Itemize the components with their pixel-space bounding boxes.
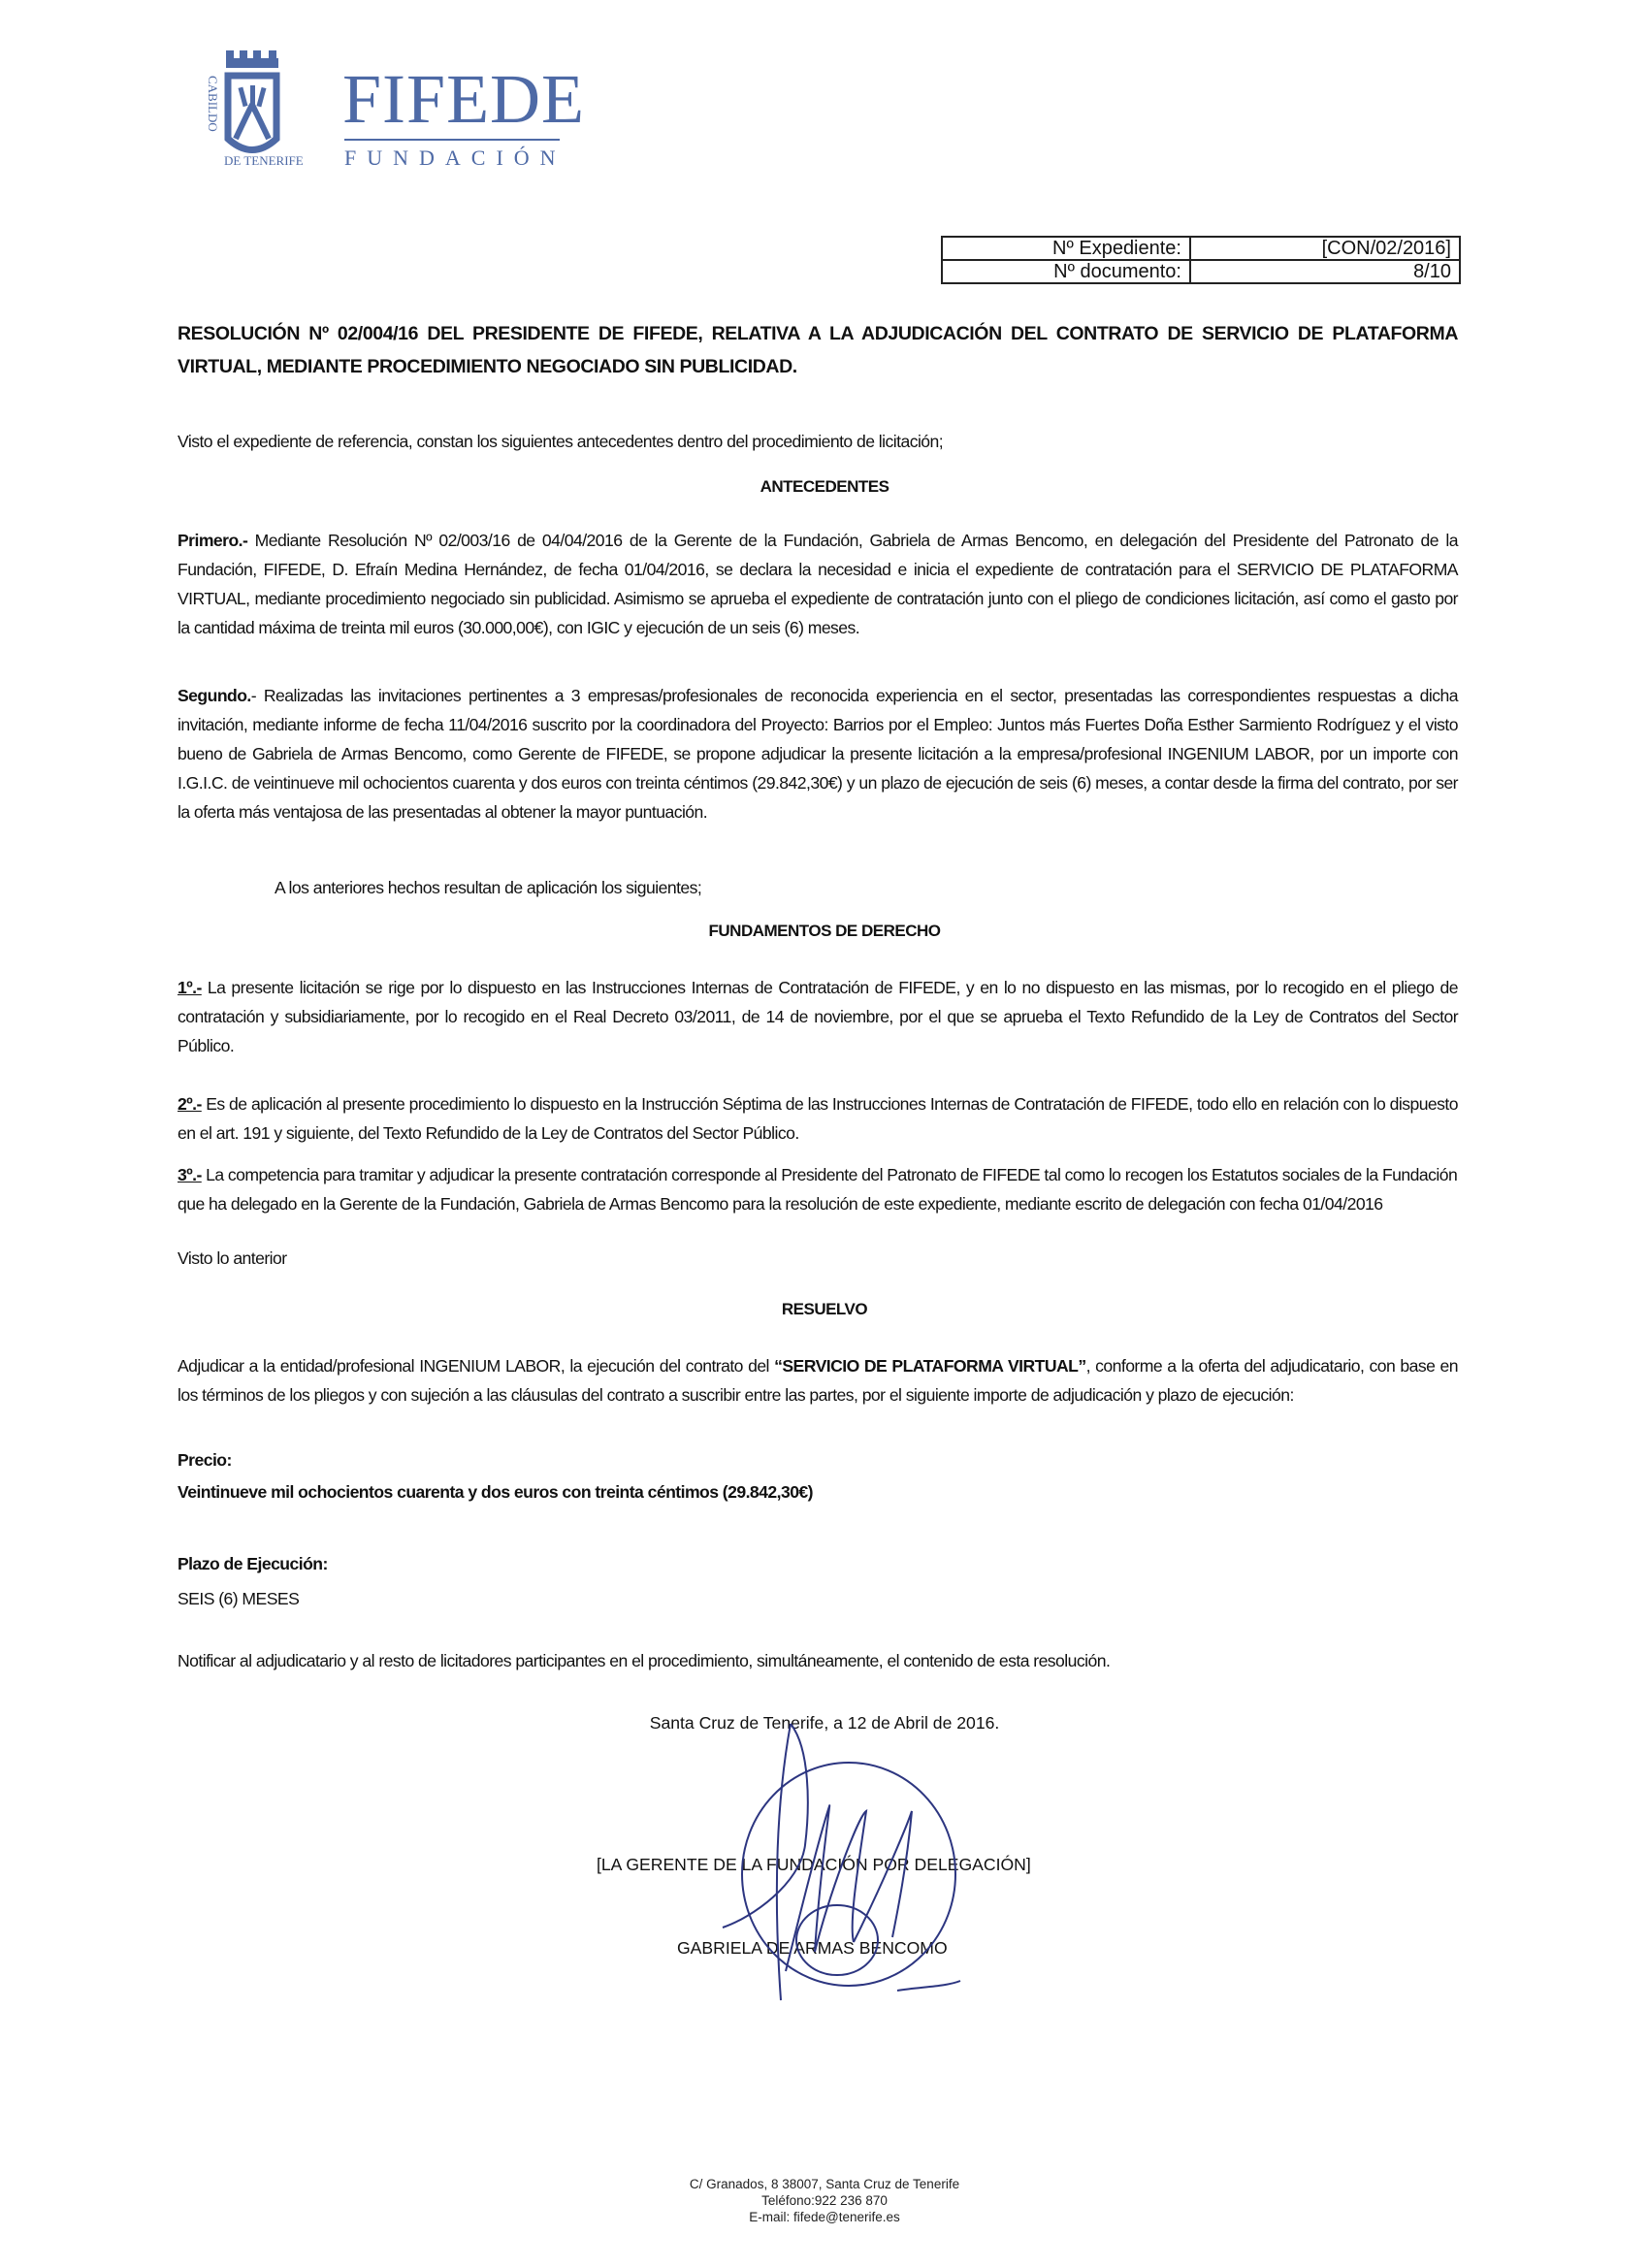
resuelvo-text: Adjudicar a la entidad/profesional INGENIUM LABOR, la ejecución del contrato del — [178, 1356, 775, 1376]
fundamento-2 — [178, 1089, 1458, 1148]
notify-paragraph: Notificar al adjudicatario y al resto de licitadores participantes en el procedimiento, simultáneamente, el contenido de esta resolución. — [178, 1651, 1111, 1670]
fundamento-3 — [178, 1160, 1458, 1218]
cabildo-crest-icon — [189, 47, 315, 173]
fundamento-text: La presente licitación se rige por lo dispuesto en las Instrucciones Internas de Contratación de FIFEDE, y en lo no dispuesto en las mismas, por lo recogido en el pliego de contratación y subsidiariamente, por lo recogido en el Real Decreto 03/2011, de 14 de noviembre, por el que se aprueba el Texto Refundido de la Ley de Contratos del Sector Público. — [178, 978, 1458, 1055]
term-label-text: Plazo de Ejecución: — [178, 1554, 328, 1573]
fundamento-label: 3º.- — [178, 1165, 202, 1184]
footer-phone: Teléfono:922 236 870 — [761, 2193, 888, 2208]
heading-resuelvo: RESUELVO — [781, 1300, 868, 1318]
svg-text:CABILDO: CABILDO — [206, 76, 220, 132]
reference-row-expediente — [942, 237, 1460, 260]
logo-wordmark: FIFEDE — [342, 60, 586, 138]
intro-paragraph: Visto el expediente de referencia, constan los siguientes antecedentes dentro del procedimiento de licitación; — [178, 432, 944, 451]
fundamento-label: 2º.- — [178, 1094, 202, 1114]
fundamento-1 — [178, 973, 1458, 1060]
fundamento-label: 1º.- — [178, 978, 202, 997]
logo-subtitle: FUNDACIÓN — [344, 146, 566, 170]
resuelvo-text-cont: , conforme a la oferta del adjudicatario, con base en los términos de los pliegos y con sujeción a las cláusulas del contrato a suscribir entre las partes, por el siguiente importe de adjudicación y plazo de ejecución: — [178, 1356, 1458, 1405]
signatory-role: [LA GERENTE DE LA FUNDACIÓN POR DELEGACIÓN] — [597, 1855, 1031, 1874]
reference-value: 8/10 — [1190, 260, 1460, 283]
fundamentos-closing: Visto lo anterior — [178, 1248, 287, 1268]
antecedente-primero — [178, 526, 1458, 642]
heading-antecedentes: ANTECEDENTES — [760, 477, 889, 496]
logo-divider — [344, 139, 560, 141]
signature-block — [0, 1707, 1649, 1998]
reference-row-documento — [942, 260, 1460, 283]
fifede-logo — [189, 47, 586, 173]
reference-label: Nº Expediente: — [942, 237, 1190, 260]
antecedente-text: Mediante Resolución Nº 02/003/16 de 04/04/2016 de la Gerente de la Fundación, Gabriela de Armas Bencomo, en delegación del Presidente del Patronato de la Fundación, FIFEDE, D. Efraín Medina Hernández, de fecha 01/04/2016, se declara la necesidad e inicia el expediente de contratación para el SERVICIO DE PLATAFORMA VIRTUAL, mediante procedimiento negociado sin publicidad. Asimismo se aprueba el expediente de contratación junto con el pliego de condiciones licitación, así como el gasto por la cantidad máxima de treinta mil euros (30.000,00€), con IGIC y ejecución de un seis (6) meses. — [178, 531, 1458, 637]
term-label — [178, 1549, 1458, 1578]
document-title: RESOLUCIÓN Nº 02/004/16 DEL PRESIDENTE DE FIFEDE, RELATIVA A LA ADJUDICACIÓN DEL CONTRATO DE SERVICIO DE PLATAFORMA VIRTUAL, MEDIANTE PROCEDIMIENTO NEGOCIADO SIN PUBLICIDAD. — [178, 323, 1458, 377]
price-label-text: Precio: — [178, 1450, 232, 1470]
signatory-name: GABRIELA DE ARMAS BENCOMO — [677, 1938, 948, 1958]
footer-address: C/ Granados, 8 38007, Santa Cruz de Tenerife — [689, 2177, 960, 2191]
term-value: SEIS (6) MESES — [178, 1589, 300, 1608]
reference-table — [941, 236, 1461, 284]
fundamento-text: Es de aplicación al presente procedimiento lo dispuesto en la Instrucción Séptima de las Instrucciones Internas de Contratación de FIFEDE, todo ello en relación con lo dispuesto en el art. 191 y siguiente, del Texto Refundido de la Ley de Contratos del Sector Público. — [178, 1094, 1458, 1143]
antecedente-label: Primero.- — [178, 531, 248, 550]
antecedente-label: Segundo. — [178, 686, 251, 705]
antecedentes-closing: A los anteriores hechos resultan de aplicación los siguientes; — [275, 878, 702, 897]
heading-fundamentos: FUNDAMENTOS DE DERECHO — [708, 922, 941, 940]
handwritten-signature-icon — [713, 1719, 975, 2010]
price-value — [178, 1477, 1458, 1507]
antecedente-segundo — [178, 681, 1458, 826]
antecedente-text: - Realizadas las invitaciones pertinentes a 3 empresas/profesionales de reconocida experiencia en el sector, presentadas las correspondientes respuestas a dicha invitación, mediante informe de fecha 11/04/2016 suscrito por la coordinadora del Proyecto: Barrios por el Empleo: Juntos más Fuertes Doña Esther Sarmiento Rodríguez y el visto bueno de Gabriela de Armas Bencomo, como Gerente de FIFEDE, se propone adjudicar la presente licitación a la empresa/profesional INGENIUM LABOR, por un importe con I.G.I.C. de veintinueve mil ochocientos cuarenta y dos euros con treinta céntimos (29.842,30€) y un plazo de ejecución de seis (6) meses, a contar desde la firma del contrato, por ser la oferta más ventajosa de las presentadas al obtener la mayor puntuación. — [178, 686, 1458, 822]
footer-email: E-mail: fifede@tenerife.es — [749, 2210, 900, 2224]
svg-text:DE TENERIFE: DE TENERIFE — [224, 153, 304, 168]
fundamento-text: La competencia para tramitar y adjudicar la presente contratación corresponde al Presidente del Patronato de FIFEDE tal como lo recogen los Estatutos sociales de la Fundación que ha delegado en la Gerente de la Fundación, Gabriela de Armas Bencomo para la resolución de este expediente, mediante escrito de delegación con fecha 01/04/2016 — [178, 1165, 1458, 1214]
footer-contact — [0, 2176, 1649, 2225]
reference-label: Nº documento: — [942, 260, 1190, 283]
resuelvo-paragraph — [178, 1351, 1458, 1409]
service-name: “SERVICIO DE PLATAFORMA VIRTUAL” — [774, 1356, 1086, 1376]
price-label — [178, 1445, 1458, 1474]
price-value-text: Veintinueve mil ochocientos cuarenta y dos euros con treinta céntimos (29.842,30€) — [178, 1482, 813, 1502]
reference-value: [CON/02/2016] — [1190, 237, 1460, 260]
place-date: Santa Cruz de Tenerife, a 12 de Abril de 2016. — [649, 1713, 1000, 1733]
